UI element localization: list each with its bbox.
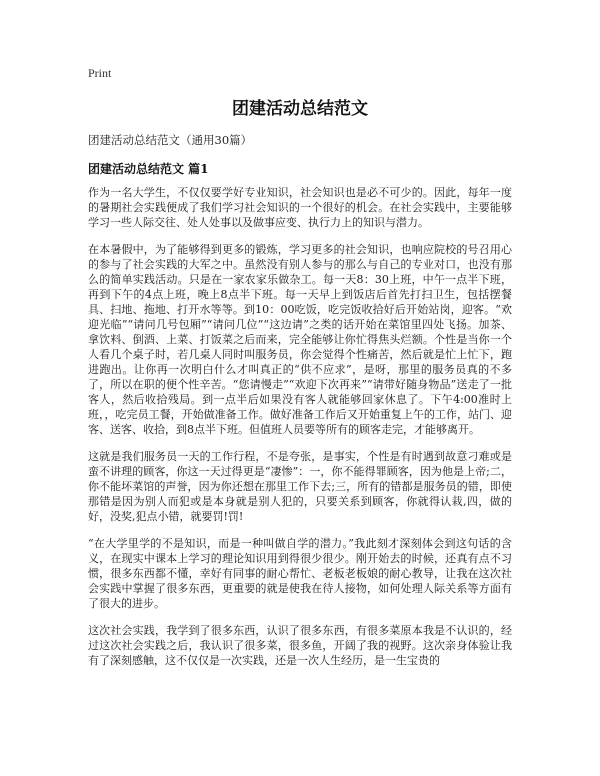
print-link[interactable]: Print — [88, 66, 112, 80]
paragraph: “在大学里学的不是知识，而是一种叫做自学的潜力。”我此刻才深刻体会到这句话的含义，在现实中课本上学习的理论知识用到得很少很少。刚开始去的时候，还真有点不习惯，很多东西都不懂，幸好有同事的耐心帮忙、老板老板娘的耐心教导，让我在这次社会实践中掌握了很多东西，更重要的就是使我在待人接物，如何处理人际关系等方面有了很大的进步。 — [88, 537, 512, 610]
document-subtitle: 团建活动总结范文（通用30篇） — [88, 133, 253, 147]
article-body — [88, 185, 512, 680]
section-heading: 团建活动总结范文 篇1 — [88, 162, 209, 176]
paragraph: 作为一名大学生，不仅仅要学好专业知识，社会知识也是必不可少的。因此，每年一度的暑期社会实践便成了我们学习社会知识的一个很好的机会。在社会实践中，主要能够学习一些人际交往、处人处事以及做事应变、执行力上的知识与潜力。 — [88, 186, 512, 229]
paragraph: 在本暑假中，为了能够得到更多的锻炼，学习更多的社会知识，也响应院校的号召用心的参与了社会实践的大军之中。虽然没有别人参与的那么与自己的专业对口，也没有那么的简单实践活动。只是在一家农家乐做杂工。每一天8：30上班，中午一点半下班，再到下午的4点上班，晚上8点半下班。每一天早上到饭店后首先打扫卫生，包括摆餐具、扫地、拖地、打开水等等。到10：00吃饭，吃完饭收拾好后开始站岗，迎客。“欢迎光临”“请问几号包厢”“请问几位”“这边请”之类的话开始在菜馆里四处飞扬。加茶、拿饮料、倒酒、上菜、打饭菜之后而来，完全能够让你忙得焦头烂额。个性是当你一个人看几个桌子时，若几桌人同时叫服务员，你会觉得个性痛苦，然后就是忙上忙下，跑进跑出。让你再一次明白什么才叫真正的“供不应求”，是呀，那里的服务员真的不多了，所以在职的便个性辛苦。“您请慢走”“欢迎下次再来”“请带好随身物品”送走了一批客人，然后收拾残局。到一点半后如果没有客人就能够回家休息了。下午4:00准时上班，，吃完员工餐，开始做准备工作。做好准备工作后又开始重复上午的工作，站门、迎客、送客、收拾，到8点半下班。但值班人员要等所有的顾客走完，才能够离开。 — [88, 243, 512, 436]
paragraph: 这次社会实践，我学到了很多东西，认识了很多东西，有很多菜原本我是不认识的，经过这次社会实践之后，我认识了很多菜，很多鱼，开阔了我的视野。这次亲身体验让我有了深刻感触，这不仅仅是一次实践，还是一次人生经历，是一生宝贵的 — [88, 624, 512, 667]
paragraph: 这就是我们服务员一天的工作行程，不是夸张，是事实，个性是有时遇到故意刁难或是蛮不讲理的顾客，你这一天过得更是“凄惨”：一，你不能得罪顾客，因为他是上帝;二，你不能坏菜馆的声誉，因为你还想在那里工作下去;三，所有的错都是服务员的错，即使那错是因为别人而犯或是本身就是别人犯的，只要关系到顾客，你就得认栽,四，做的好，没奖,犯点小错，就要罚!罚! — [88, 450, 512, 523]
page-title: 团建活动总结范文 — [232, 99, 368, 119]
